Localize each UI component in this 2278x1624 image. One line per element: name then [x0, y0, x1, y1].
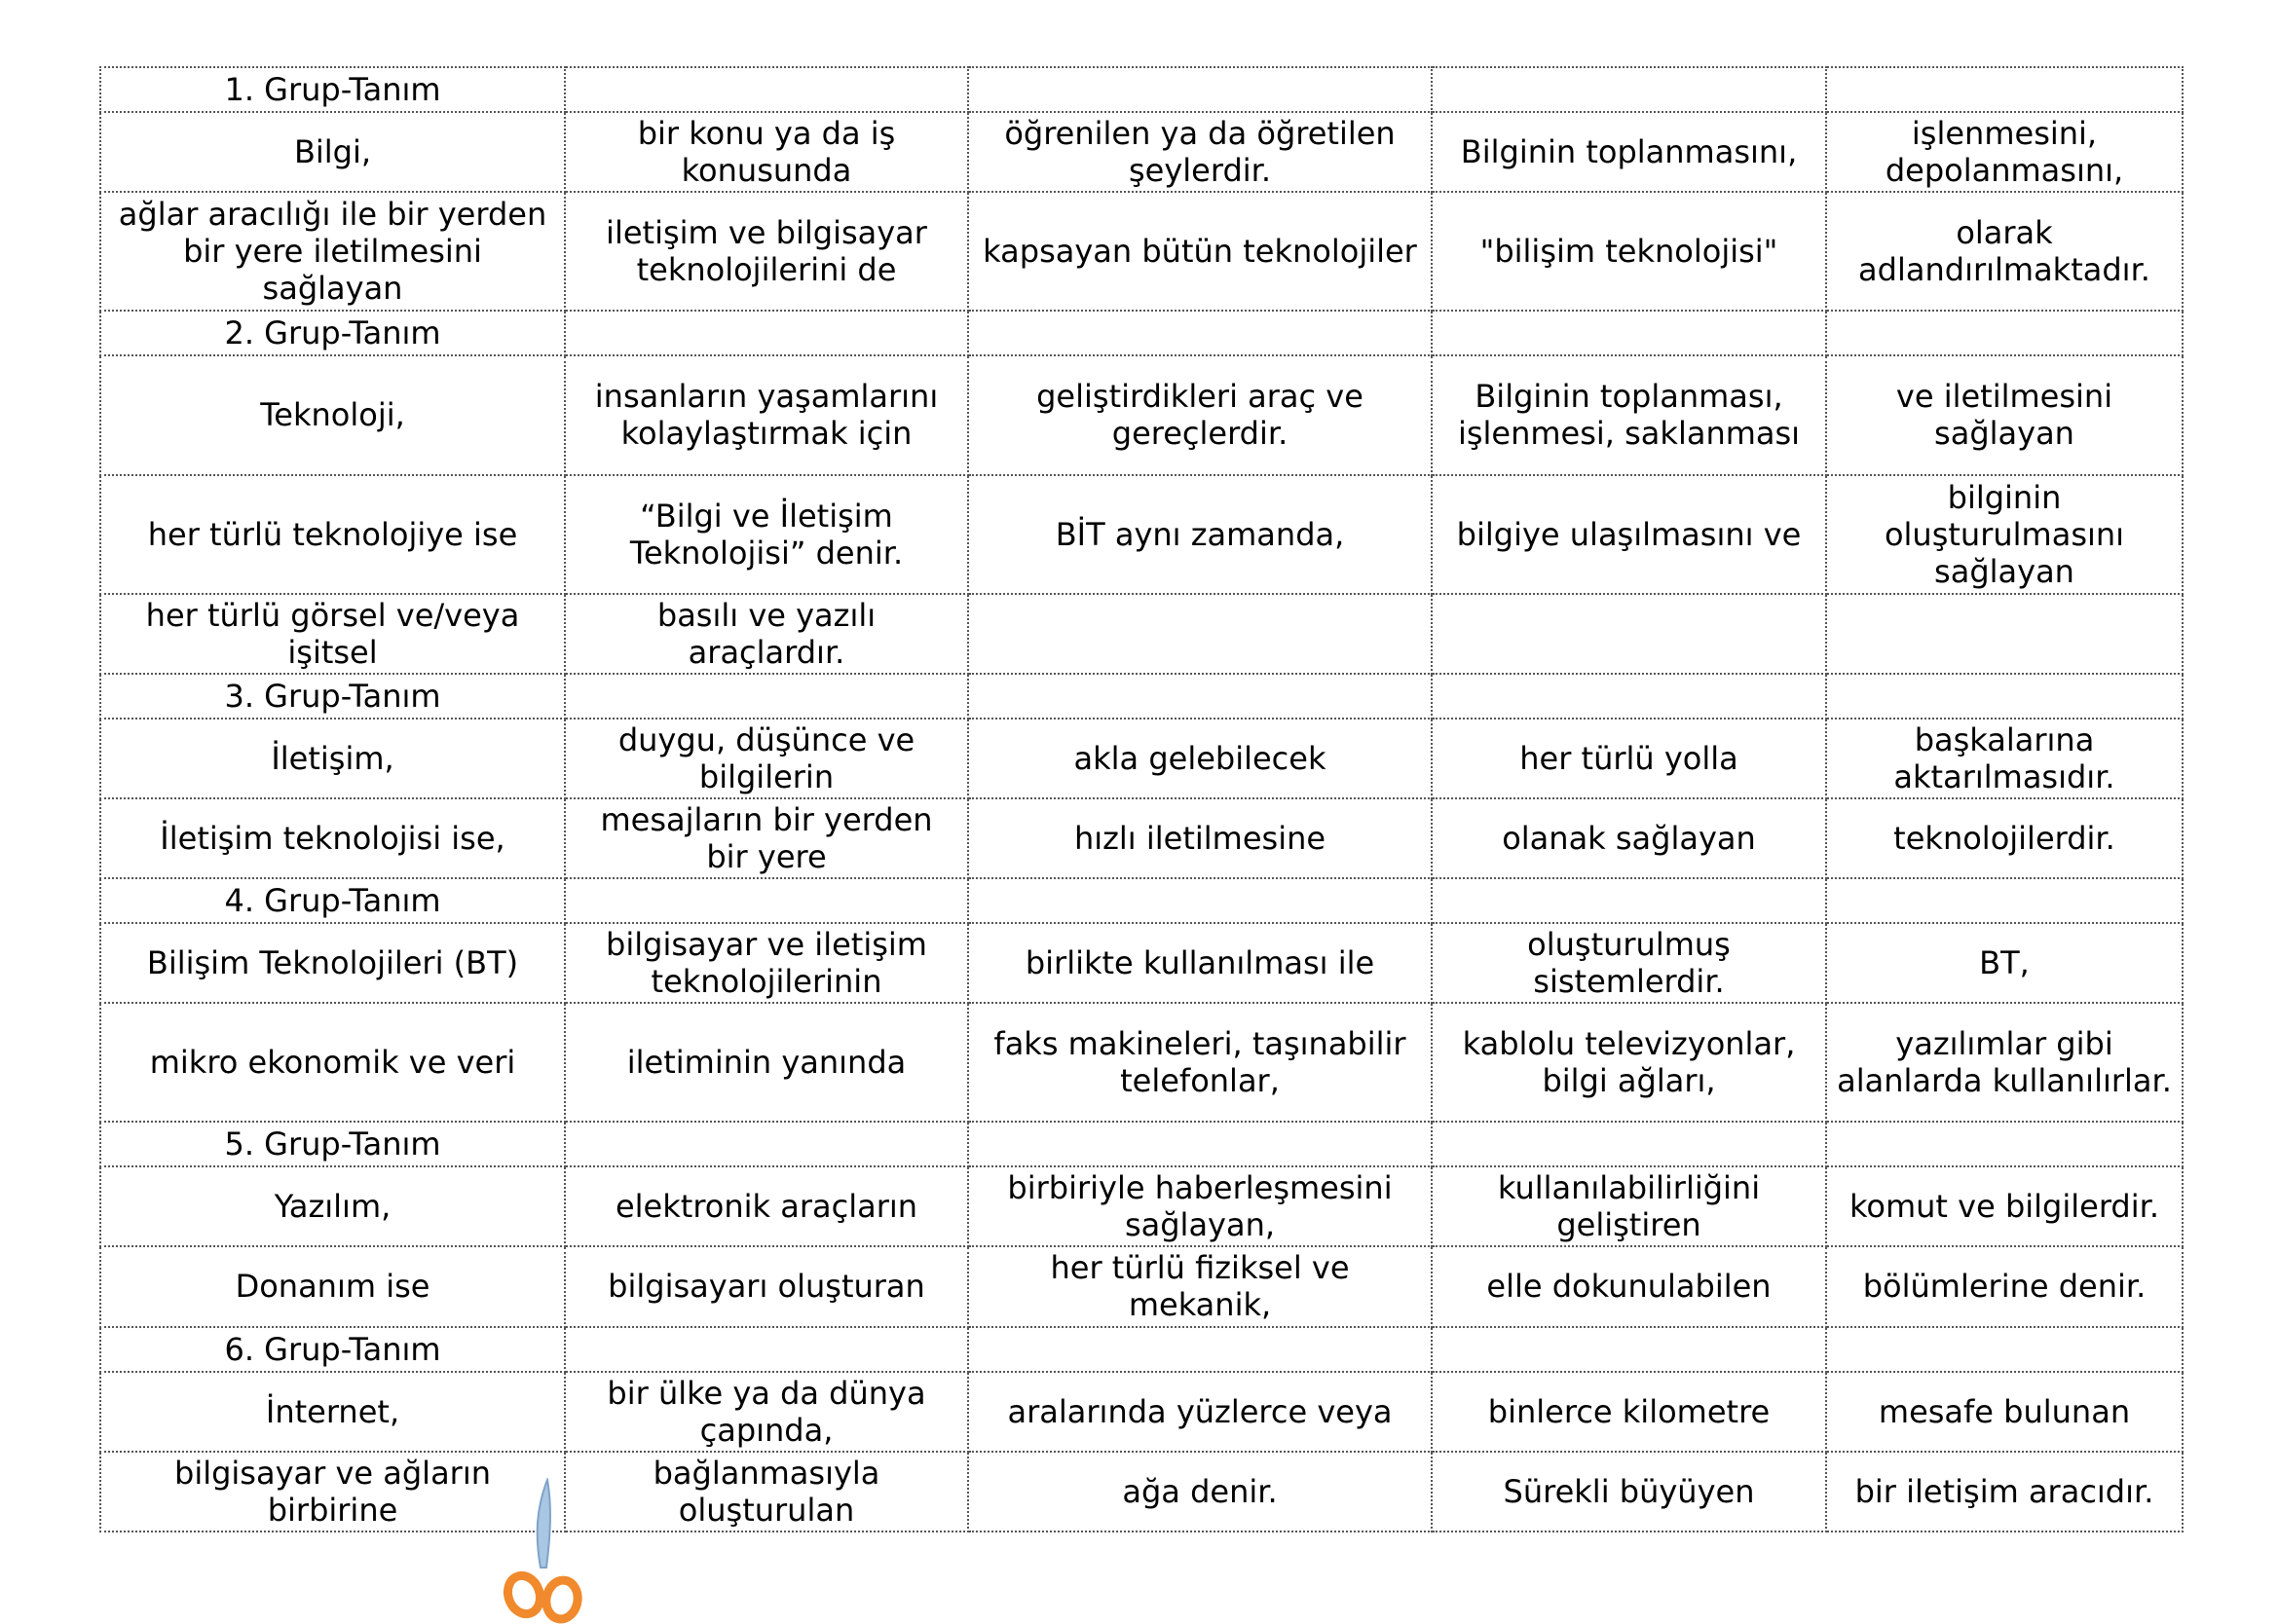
card-cell: bağlanmasıyla oluşturulan: [565, 1452, 968, 1532]
group-header-row: [100, 1122, 2183, 1166]
card-cell: birlikte kullanılması ile: [968, 923, 1432, 1003]
empty-cell: [968, 311, 1432, 355]
card-cell: mesafe bulunan: [1826, 1372, 2183, 1452]
empty-cell: [1826, 674, 2183, 719]
card-cell: oluşturulmuş sistemlerdir.: [1432, 923, 1826, 1003]
group-header-row: [100, 878, 2183, 923]
empty-cell: [968, 1122, 1432, 1166]
card-cell: İnternet,: [100, 1372, 565, 1452]
card-cell: mesajların bir yerden bir yere: [565, 798, 968, 878]
empty-cell: [1826, 67, 2183, 112]
card-row: [100, 719, 2183, 798]
empty-cell: [565, 67, 968, 112]
group-title: 1. Grup-Tanım: [100, 67, 565, 112]
card-row: [100, 1372, 2183, 1452]
empty-cell: [1432, 67, 1826, 112]
empty-cell: [1826, 311, 2183, 355]
card-cell: binlerce kilometre: [1432, 1372, 1826, 1452]
card-row: [100, 923, 2183, 1003]
scissors-handle-left: [503, 1571, 545, 1619]
empty-cell: [1826, 1327, 2183, 1372]
card-cell: başkalarına aktarılmasıdır.: [1826, 719, 2183, 798]
card-cell: kapsayan bütün teknolojiler: [968, 192, 1432, 311]
card-cell: [1826, 594, 2183, 674]
empty-cell: [1432, 1122, 1826, 1166]
empty-cell: [565, 311, 968, 355]
empty-cell: [1432, 674, 1826, 719]
card-row: [100, 355, 2183, 474]
card-cell: elektronik araçların: [565, 1166, 968, 1246]
card-cell: öğrenilen ya da öğretilen şeylerdir.: [968, 112, 1432, 192]
card-cell: ağlar aracılığı ile bir yerden bir yere iletilmesini sağlayan: [100, 192, 565, 311]
card-cell: Bilgi,: [100, 112, 565, 192]
card-row: [100, 192, 2183, 311]
card-cell: İletişim teknolojisi ise,: [100, 798, 565, 878]
card-cell: [1432, 594, 1826, 674]
cut-out-card-sheet: [99, 66, 2182, 1532]
card-cell: bölümlerine denir.: [1826, 1246, 2183, 1326]
card-cell: bir ülke ya da dünya çapında,: [565, 1372, 968, 1452]
card-cell: mikro ekonomik ve veri: [100, 1003, 565, 1122]
card-cell: her türlü teknolojiye ise: [100, 475, 565, 594]
card-cell: bilgiye ulaşılmasını ve: [1432, 475, 1826, 594]
card-cell: duygu, düşünce ve bilgilerin: [565, 719, 968, 798]
card-cell: [968, 594, 1432, 674]
card-cell: olarak adlandırılmaktadır.: [1826, 192, 2183, 311]
empty-cell: [1432, 878, 1826, 923]
group-title: 3. Grup-Tanım: [100, 674, 565, 719]
card-cell: BİT aynı zamanda,: [968, 475, 1432, 594]
empty-cell: [968, 674, 1432, 719]
empty-cell: [968, 1327, 1432, 1372]
empty-cell: [968, 67, 1432, 112]
empty-cell: [565, 674, 968, 719]
card-cell: bilgisayar ve ağların birbirine: [100, 1452, 565, 1532]
card-cell: insanların yaşamlarını kolaylaştırmak için: [565, 355, 968, 474]
card-cell: bir iletişim aracıdır.: [1826, 1452, 2183, 1532]
card-cell: Bilişim Teknolojileri (BT): [100, 923, 565, 1003]
card-cell: Sürekli büyüyen: [1432, 1452, 1826, 1532]
group-title: 4. Grup-Tanım: [100, 878, 565, 923]
scissors-blade: [538, 1480, 550, 1568]
empty-cell: [1432, 311, 1826, 355]
card-cell: işlenmesini, depolanmasını,: [1826, 112, 2183, 192]
card-row: [100, 1166, 2183, 1246]
card-cell: ağa denir.: [968, 1452, 1432, 1532]
card-cell: BT,: [1826, 923, 2183, 1003]
empty-cell: [565, 1327, 968, 1372]
card-cell: Yazılım,: [100, 1166, 565, 1246]
card-cell: Teknoloji,: [100, 355, 565, 474]
card-cell: kablolu televizyonlar, bilgi ağları,: [1432, 1003, 1826, 1122]
card-cell: iletişim ve bilgisayar teknolojilerini de: [565, 192, 968, 311]
card-cell: her türlü görsel ve/veya işitsel: [100, 594, 565, 674]
card-row: [100, 1246, 2183, 1326]
card-row: [100, 1452, 2183, 1532]
card-cell: yazılımlar gibi alanlarda kullanılırlar.: [1826, 1003, 2183, 1122]
card-cell: bilgisayarı oluşturan: [565, 1246, 968, 1326]
empty-cell: [968, 878, 1432, 923]
card-cell: faks makineleri, taşınabilir telefonlar,: [968, 1003, 1432, 1122]
card-cell: her türlü yolla: [1432, 719, 1826, 798]
scissors-icon: [492, 1478, 589, 1624]
card-cell: bilgisayar ve iletişim teknolojilerinin: [565, 923, 968, 1003]
group-header-row: [100, 674, 2183, 719]
empty-cell: [1432, 1327, 1826, 1372]
card-row: [100, 475, 2183, 594]
card-cell: hızlı iletilmesine: [968, 798, 1432, 878]
card-row: [100, 798, 2183, 878]
card-cell: elle dokunulabilen: [1432, 1246, 1826, 1326]
card-cell: Bilginin toplanmasını,: [1432, 112, 1826, 192]
card-cell: İletişim,: [100, 719, 565, 798]
empty-cell: [1826, 1122, 2183, 1166]
card-cell: bir konu ya da iş konusunda: [565, 112, 968, 192]
card-cell: kullanılabilirliğini geliştiren: [1432, 1166, 1826, 1246]
card-cell: olanak sağlayan: [1432, 798, 1826, 878]
card-cell: her türlü fiziksel ve mekanik,: [968, 1246, 1432, 1326]
card-cell: Donanım ise: [100, 1246, 565, 1326]
group-title: 5. Grup-Tanım: [100, 1122, 565, 1166]
empty-cell: [1826, 878, 2183, 923]
card-cell: teknolojilerdir.: [1826, 798, 2183, 878]
card-row: [100, 1003, 2183, 1122]
empty-cell: [565, 878, 968, 923]
group-header-row: [100, 67, 2183, 112]
card-cell: komut ve bilgilerdir.: [1826, 1166, 2183, 1246]
group-title: 6. Grup-Tanım: [100, 1327, 565, 1372]
card-cell: "bilişim teknolojisi": [1432, 192, 1826, 311]
card-cell: Bilginin toplanması, işlenmesi, saklanması: [1432, 355, 1826, 474]
group-header-row: [100, 311, 2183, 355]
card-cell: “Bilgi ve İletişim Teknolojisi” denir.: [565, 475, 968, 594]
scissors-handle-right: [543, 1578, 580, 1622]
group-header-row: [100, 1327, 2183, 1372]
card-cell: ve iletilmesini sağlayan: [1826, 355, 2183, 474]
card-cell: iletiminin yanında: [565, 1003, 968, 1122]
card-table-body: [100, 67, 2183, 1532]
card-cell: akla gelebilecek: [968, 719, 1432, 798]
card-cell: aralarında yüzlerce veya: [968, 1372, 1432, 1452]
card-cell: basılı ve yazılı araçlardır.: [565, 594, 968, 674]
card-cell: bilginin oluşturulmasını sağlayan: [1826, 475, 2183, 594]
card-cell: birbiriyle haberleşmesini sağlayan,: [968, 1166, 1432, 1246]
card-cell: geliştirdikleri araç ve gereçlerdir.: [968, 355, 1432, 474]
group-title: 2. Grup-Tanım: [100, 311, 565, 355]
card-row: [100, 594, 2183, 674]
card-row: [100, 112, 2183, 192]
empty-cell: [565, 1122, 968, 1166]
definition-card-table: [99, 66, 2184, 1532]
